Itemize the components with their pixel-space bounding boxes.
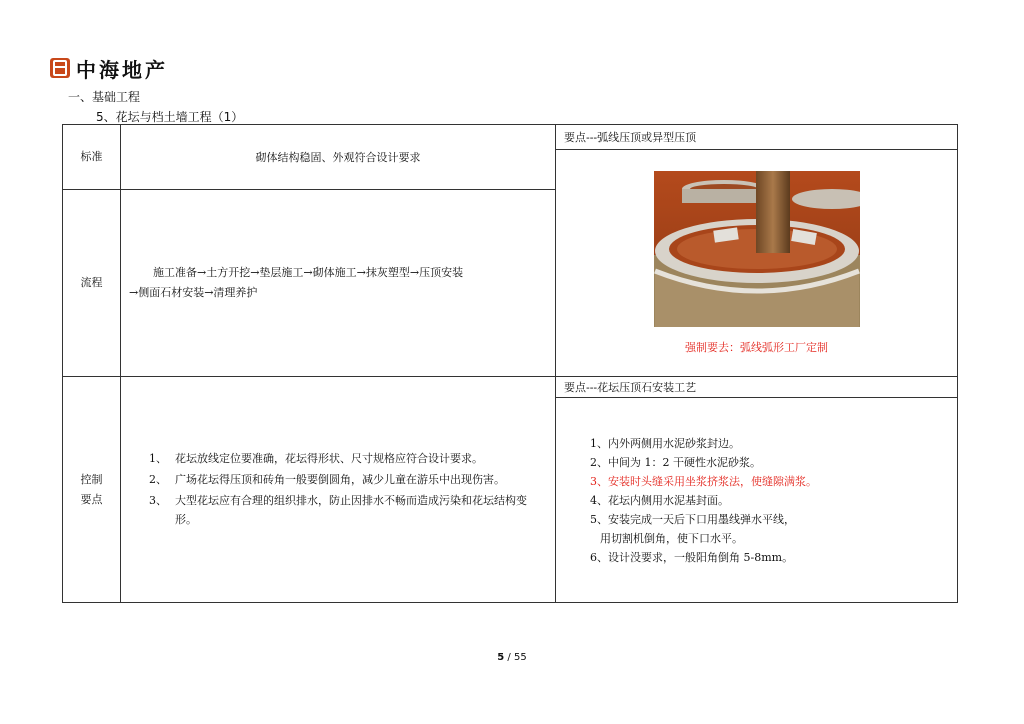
flow-label: 流程 [80, 276, 103, 289]
flow-label-cell [63, 190, 121, 377]
page-separator: / [504, 652, 514, 663]
point2-header: 要点---花坛压顶石安装工艺 [556, 377, 958, 398]
flow-line-2: →侧面石材安装→清理养护 [129, 286, 258, 299]
point2-content-cell [556, 398, 958, 603]
control-label-cell [63, 377, 121, 603]
flow-line-1: 施工准备→土方开挖→垫层施工→砌体施工→抹灰塑型→压顶安装 [153, 266, 464, 279]
point2-item: 用切割机倒角，使下口水平。 [600, 531, 743, 545]
standard-label: 标准 [80, 150, 103, 163]
page-number [0, 652, 1024, 663]
content-table [62, 124, 958, 603]
control-item: 3、 大型花坛应有合理的组织排水，防止因排水不畅而造成污染和花坛结构变形。 [149, 493, 527, 526]
standard-label-cell [63, 125, 121, 190]
point1-header: 要点---弧线压顶或异型压顶 [556, 125, 958, 150]
control-label-line2: 要点 [80, 492, 103, 506]
photo-caption: 强制要去：弧线弧形工厂定制 [685, 341, 828, 354]
flow-content-cell [121, 190, 556, 377]
company-logo [50, 55, 168, 81]
point2-item: 5、安装完成一天后下口用墨线弹水平线， [590, 512, 795, 526]
control-content-cell [121, 377, 556, 603]
subsection-heading: 5、花坛与档土墙工程（1） [96, 110, 244, 124]
point2-item: 2、中间为 1：2 干硬性水泥砂浆。 [590, 455, 761, 469]
standard-content-cell [121, 125, 556, 190]
page-total: 55 [513, 652, 527, 663]
control-item: 1、 花坛放线定位要准确，花坛得形状、尺寸规格应符合设计要求。 [149, 451, 483, 465]
point1-photo-cell [556, 150, 958, 377]
flower-bed-photo [654, 171, 860, 327]
section-heading: 一、基础工程 [68, 90, 141, 104]
standard-content: 砌体结构稳固、外观符合设计要求 [255, 151, 421, 164]
page-current: 5 [497, 652, 505, 663]
control-item: 2、 广场花坛得压顶和砖角一般要倒圆角，减少儿童在游乐中出现伤害。 [149, 472, 505, 486]
point2-item: 6、设计没要求，一般阳角倒角 5-8mm。 [590, 550, 794, 564]
control-label-line1: 控制 [80, 472, 103, 486]
point2-item: 4、花坛内侧用水泥基封面。 [590, 493, 729, 507]
point2-item-highlight: 3、安装时头缝采用坐浆挤浆法，使缝隙满浆。 [590, 474, 817, 488]
logo-emblem-icon [50, 58, 70, 78]
logo-text: 中海地产 [76, 57, 168, 82]
point2-item: 1、内外两侧用水泥砂浆封边。 [590, 436, 740, 450]
